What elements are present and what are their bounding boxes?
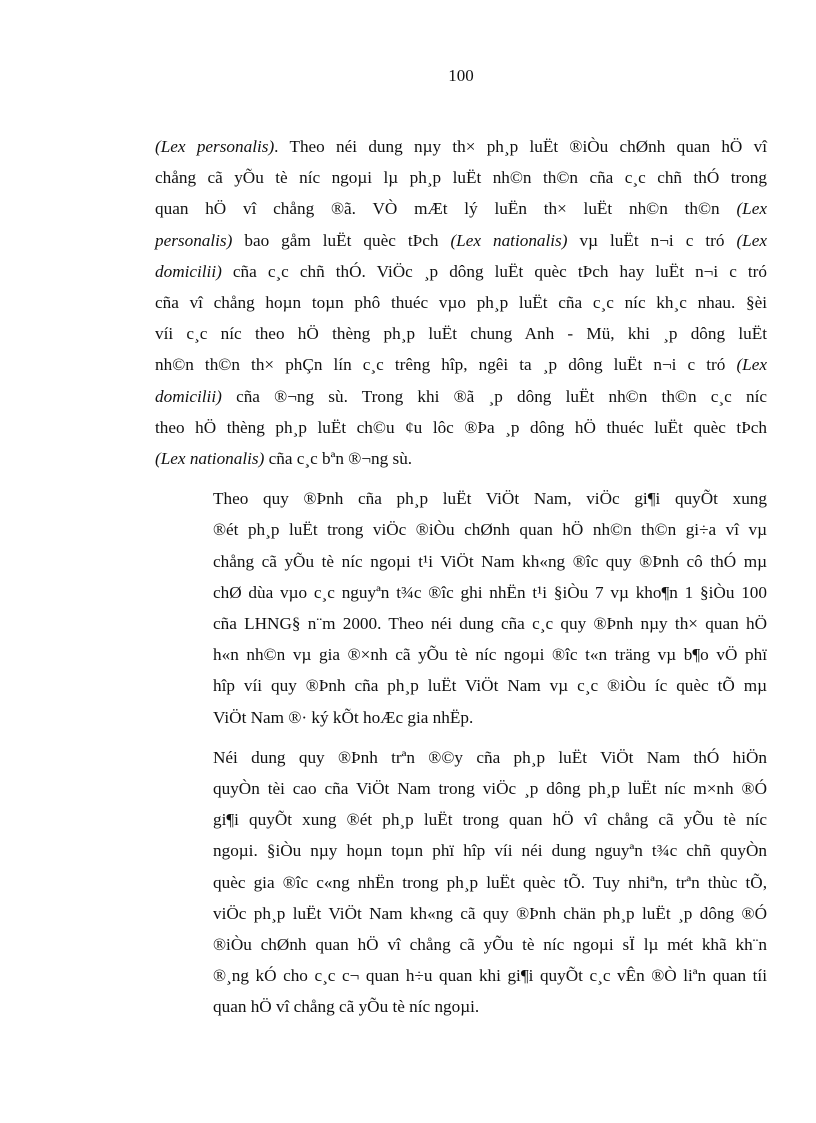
text-run: cña vî chång hoµn toµn phô thuéc vµo ph¸p luËt cña c¸c níc kh¸c nhau. §èi — [155, 293, 767, 313]
text-line — [155, 318, 767, 349]
text-run: . Theo néi dung nµy th× ph¸p luËt ®iÒu chØnh quan hÖ vî — [274, 137, 767, 156]
body-text — [155, 131, 767, 1023]
text-line — [155, 577, 767, 608]
text-run: chång cã yÕu tè níc ngoµi lµ ph¸p luËt nh©n th©n cña c¸c chñ thÓ trong — [155, 168, 767, 188]
text-line — [155, 349, 767, 380]
text-line — [155, 702, 767, 733]
italic-term: (Lex personalis) — [155, 137, 275, 156]
text-run: quan hÖ vî chång cã yÕu tè níc ngoµi. — [213, 997, 480, 1017]
text-run: h«n nh©n vµ gia ®×nh cã yÕu tè níc ngoµi ®îc t«n träng vµ b¶o vÖ phï — [213, 645, 767, 665]
text-line — [155, 991, 767, 1022]
italic-term: (Lex — [736, 199, 767, 219]
text-line — [155, 225, 767, 256]
text-run: ViÖt Nam ®· ký kÕt hoÆc gia nhËp. — [213, 707, 474, 727]
text-run: nh©n th©n th× phÇn lín c¸c trêng hîp, ngêi ta ¸p dông luËt n¬i c tró — [155, 355, 737, 375]
text-run: cña c¸c bªn ®¬ng sù. — [264, 449, 413, 469]
italic-term: personalis) — [155, 230, 233, 250]
text-run: hîp víi quy ®Þnh cña ph¸p luËt ViÖt Nam vµ c¸c ®iÒu íc quèc tÕ mµ — [213, 676, 767, 696]
text-line — [155, 742, 767, 773]
text-run: cña LHNG§ n¨m 2000. Theo néi dung cña c¸c quy ®Þnh nµy th× quan hÖ — [213, 614, 767, 634]
text-run: vµ luËt n¬i c tró — [567, 230, 737, 250]
paragraph — [155, 483, 767, 733]
text-run: quèc gia ®îc c«ng nhËn trong ph¸p luËt quèc tÕ. Tuy nhiªn, trªn thùc tÕ, — [213, 872, 767, 892]
text-run: viÖc ph¸p luËt ViÖt Nam kh«ng cã quy ®Þnh chän ph¸p luËt ¸p dông ®Ó — [213, 903, 767, 923]
text-run: cña c¸c chñ thÓ. ViÖc ¸p dông luËt quèc tÞch hay luËt n¬i c tró — [221, 261, 767, 281]
text-line — [155, 867, 767, 898]
text-line — [155, 898, 767, 929]
text-line — [155, 131, 767, 162]
text-run: ngoµi. §iÒu nµy hoµn toµn phï hîp víi néi dung nguyªn t¾c chñ quyÒn — [213, 841, 767, 861]
text-line — [155, 193, 767, 224]
italic-term: (Lex nationalis) — [155, 449, 265, 469]
text-run: chØ dùa vµo c¸c nguyªn t¾c ®îc ghi nhËn t¹i §iÒu 7 vµ kho¶n 1 §iÒu 100 — [213, 582, 767, 602]
text-run: víi c¸c níc theo hÖ thèng ph¸p luËt chung Anh - Mü, khi ¸p dông luËt — [155, 324, 767, 344]
text-line — [155, 835, 767, 866]
italic-term: (Lex nationalis) — [450, 230, 568, 250]
text-line — [155, 443, 767, 474]
text-line — [155, 287, 767, 318]
text-line — [155, 608, 767, 639]
text-line — [155, 381, 767, 412]
paragraph — [155, 131, 767, 474]
text-run: ®ét ph¸p luËt trong viÖc ®iÒu chØnh quan hÖ nh©n th©n gi÷a vî vµ — [213, 520, 767, 540]
text-line — [155, 773, 767, 804]
text-line — [155, 546, 767, 577]
text-line — [155, 412, 767, 443]
text-run: ®iÒu chØnh quan hÖ vî chång cã yÕu tè níc ngoµi sÏ lµ mét khã kh¨n — [213, 935, 767, 955]
text-run: chång cã yÕu tè níc ngoµi t¹i ViÖt Nam kh«ng ®îc quy ®Þnh cô thÓ mµ — [213, 551, 767, 571]
italic-term: domicilii) — [155, 386, 222, 406]
page-number: 100 — [448, 66, 474, 85]
text-line — [155, 256, 767, 287]
text-run: cña ®¬ng sù. Trong khi ®ã ¸p dông luËt nh©n th©n c¸c níc — [221, 386, 767, 406]
text-run: Theo quy ®Þnh cña ph¸p luËt ViÖt Nam, viÖc gi¶i quyÕt xung — [213, 489, 767, 509]
text-line — [155, 483, 767, 514]
italic-term: (Lex — [736, 230, 767, 250]
text-line — [155, 514, 767, 545]
text-line — [155, 670, 767, 701]
text-run: theo hÖ thèng ph¸p luËt ch©u ¢u lôc ®Þa ¸p dông hÖ thuéc luËt quèc tÞch — [155, 417, 767, 437]
text-line — [155, 639, 767, 670]
text-run: ®¸ng kÓ cho c¸c c¬ quan h÷u quan khi gi¶i quyÕt c¸c vÊn ®Ò liªn quan tíi — [213, 966, 767, 986]
text-line — [155, 162, 767, 193]
text-run: gi¶i quyÕt xung ®ét ph¸p luËt trong quan hÖ vî chång cã yÕu tè níc — [213, 810, 767, 830]
italic-term: domicilii) — [155, 261, 222, 281]
text-run: quyÒn tèi cao cña ViÖt Nam trong viÖc ¸p dông ph¸p luËt níc m×nh ®Ó — [213, 779, 767, 799]
text-run: Néi dung quy ®Þnh trªn ®©y cña ph¸p luËt ViÖt Nam thÓ hiÖn — [213, 747, 767, 767]
text-line — [155, 804, 767, 835]
text-run: bao gåm luËt quèc tÞch — [232, 230, 451, 250]
text-run: quan hÖ vî chång ®ã. VÒ mÆt lý luËn th× luËt nh©n th©n — [155, 199, 737, 219]
text-line — [155, 960, 767, 991]
text-line — [155, 929, 767, 960]
paragraph — [155, 742, 767, 1023]
italic-term: (Lex — [736, 355, 767, 375]
